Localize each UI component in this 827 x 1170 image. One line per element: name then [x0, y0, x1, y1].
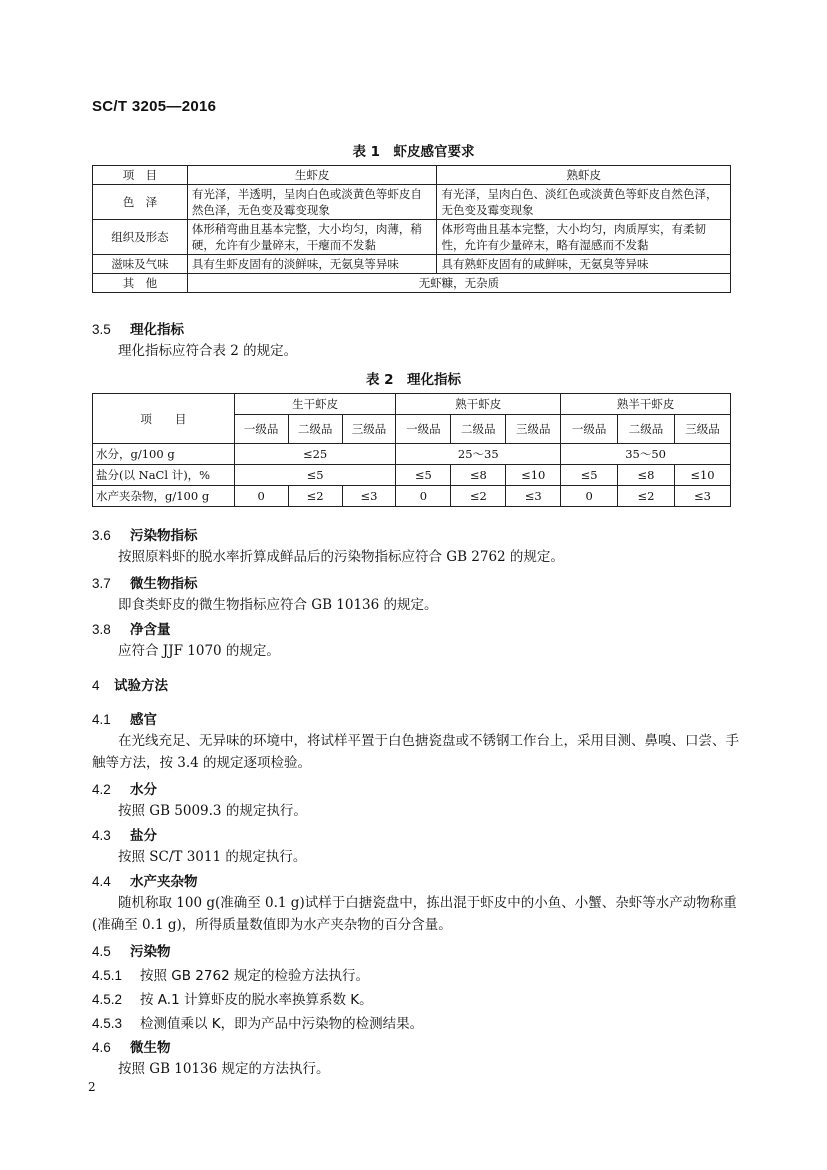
table2-cell: ≤3	[674, 486, 730, 507]
section-number: 4.3	[92, 828, 111, 843]
section-3-8-heading	[92, 618, 171, 638]
section-4-3-heading	[92, 824, 157, 844]
table1-caption: 表 1 虾皮感官要求	[352, 144, 475, 160]
table1-row-raw: 体形稍弯曲且基本完整，大小均匀，肉薄，稍硬，允许有少量碎末，干瘪而不发黏	[187, 220, 437, 255]
table-row	[93, 185, 731, 220]
section-3-8-text: 应符合 JJF 1070 的规定。	[118, 643, 280, 659]
section-number: 4.5.1	[92, 968, 123, 983]
section-title: 污染物指标	[130, 528, 198, 544]
section-3-7-text: 即食类虾皮的微生物指标应符合 GB 10136 的规定。	[118, 597, 438, 613]
table2-caption: 表 2 理化指标	[365, 372, 462, 388]
section-title: 感官	[130, 712, 157, 728]
section-4-6-heading	[92, 1036, 171, 1056]
section-3-6-heading	[92, 524, 198, 544]
section-number: 4.2	[92, 782, 111, 797]
table2-grade: 三级品	[342, 415, 396, 444]
section-4-5-2	[92, 988, 373, 1008]
table2-group-header-row	[93, 394, 731, 415]
table2-physicochemical-indicators	[92, 393, 731, 507]
section-title: 微生物指标	[130, 576, 198, 592]
table2-row-label: 水产夹杂物，g/100 g	[93, 486, 235, 507]
section-number: 4.1	[92, 712, 111, 727]
table2-cell: ≤2	[288, 486, 342, 507]
table1-row-item: 滋味及气味	[93, 255, 188, 274]
table2-cell: ≤5	[396, 465, 451, 486]
table2-cell: ≤10	[674, 465, 730, 486]
table2-cell: ≤2	[451, 486, 506, 507]
table-row	[93, 274, 731, 293]
table2-col-item: 项 目	[93, 394, 235, 444]
table2-grade: 三级品	[506, 415, 561, 444]
table-row	[93, 220, 731, 255]
table1-row-raw: 有光泽，半透明，呈肉白色或淡黄色等虾皮自然色泽，无色变及霉变现象	[187, 185, 437, 220]
section-4-5-1	[92, 964, 369, 984]
section-3-5-heading	[92, 318, 184, 338]
section-3-7-heading	[92, 572, 198, 592]
table1-row-cooked: 具有熟虾皮固有的咸鲜味，无氨臭等异味	[437, 255, 731, 274]
section-4-2-text: 按照 GB 5009.3 的规定执行。	[118, 803, 307, 819]
section-title: 净含量	[130, 622, 171, 638]
section-4-5-3	[92, 1012, 423, 1032]
table1-row-item: 色 泽	[93, 185, 188, 220]
table2-cell: ≤8	[618, 465, 675, 486]
section-4-4-text: 随机称取 100 g(准确至 0.1 g)试样于白搪瓷盘中，拣出混于虾皮中的小鱼、小蟹、杂虾等水产动物称重(准确至 0.1 g)，所得质量数值即为水产夹杂物的百分含量。	[92, 895, 737, 933]
table2-grade: 一级品	[234, 415, 288, 444]
table-row	[93, 444, 731, 465]
standard-code-header: SC/T 3205—2016	[92, 98, 217, 115]
section-4-2-heading	[92, 778, 157, 798]
table1-sensory-requirements	[92, 165, 731, 293]
table2-cell: ≤3	[506, 486, 561, 507]
table2-cell: ≤5	[234, 465, 396, 486]
section-title: 水产夹杂物	[130, 874, 198, 890]
table1-col-cooked: 熟虾皮	[437, 166, 731, 185]
section-3-6-text: 按照原料虾的脱水率折算成鲜品后的污染物指标应符合 GB 2762 的规定。	[118, 549, 564, 565]
section-title: 水分	[130, 782, 157, 798]
table-row	[93, 465, 731, 486]
table1-other-label: 其 他	[93, 274, 188, 293]
section-4-1-heading	[92, 708, 157, 728]
table2-cell: 0	[234, 486, 288, 507]
section-4-5-heading	[92, 940, 171, 960]
table2-grade: 一级品	[396, 415, 451, 444]
table2-row-label: 盐分(以 NaCl 计)，%	[93, 465, 235, 486]
section-4-1-text: 在光线充足、无异味的环境中，将试样平置于白色搪瓷盘或不锈钢工作台上，采用目测、鼻嗅、口尝、手触等方法，按 3.4 的规定逐项检验。	[92, 733, 739, 771]
table1-row-raw: 具有生虾皮固有的淡鲜味，无氨臭等异味	[187, 255, 437, 274]
section-title: 盐分	[130, 828, 157, 844]
table2-grade: 二级品	[618, 415, 675, 444]
section-number: 3.7	[92, 576, 111, 591]
section-title: 污染物	[130, 944, 171, 960]
table1-col-item: 项 目	[93, 166, 188, 185]
section-text: 按照 GB 2762 规定的检验方法执行。	[140, 968, 369, 984]
section-number: 3.6	[92, 528, 111, 543]
section-title: 微生物	[130, 1040, 171, 1056]
table2-cell: ≤3	[342, 486, 396, 507]
section-3-5-text: 理化指标应符合表 2 的规定。	[118, 343, 298, 359]
section-number: 4.6	[92, 1040, 111, 1055]
table2-cell: 35～50	[561, 444, 731, 465]
table2-cell: ≤2	[618, 486, 675, 507]
section-title: 理化指标	[130, 322, 184, 338]
section-text: 检测值乘以 K，即为产品中污染物的检测结果。	[140, 1016, 424, 1032]
section-title: 试验方法	[114, 678, 168, 694]
section-number: 4.5.3	[92, 1016, 123, 1031]
section-number: 4	[92, 678, 100, 693]
table1-row-item: 组织及形态	[93, 220, 188, 255]
table1-col-raw: 生虾皮	[187, 166, 437, 185]
table1-row-cooked: 体形弯曲且基本完整，大小均匀，肉质厚实，有柔韧性，允许有少量碎末，略有湿感而不发黏	[437, 220, 731, 255]
table2-cell: ≤5	[561, 465, 618, 486]
section-text: 按 A.1 计算虾皮的脱水率换算系数 K。	[140, 992, 373, 1008]
table1-other-value: 无虾糠，无杂质	[187, 274, 730, 293]
table2-grade: 一级品	[561, 415, 618, 444]
table2-cell: 0	[561, 486, 618, 507]
table2-cell: ≤8	[451, 465, 506, 486]
table2-group: 生干虾皮	[234, 394, 396, 415]
table1-row-cooked: 有光泽，呈肉白色、淡红色或淡黄色等虾皮自然色泽，无色变及霉变现象	[437, 185, 731, 220]
table2-grade: 二级品	[288, 415, 342, 444]
table2-group: 熟半干虾皮	[561, 394, 731, 415]
table2-cell: ≤25	[234, 444, 396, 465]
section-4-3-text: 按照 SC/T 3011 的规定执行。	[118, 849, 307, 865]
table2-cell: 0	[396, 486, 451, 507]
section-number: 4.5	[92, 944, 111, 959]
page-number: 2	[88, 1080, 96, 1094]
table2-cell: ≤10	[506, 465, 561, 486]
table2-group: 熟干虾皮	[396, 394, 561, 415]
table2-row-label: 水分，g/100 g	[93, 444, 235, 465]
table1-header-row	[93, 166, 731, 185]
table2-grade: 三级品	[674, 415, 730, 444]
section-number: 4.5.2	[92, 992, 123, 1007]
table-row	[93, 486, 731, 507]
table2-grade: 二级品	[451, 415, 506, 444]
section-number: 4.4	[92, 874, 111, 889]
section-number: 3.8	[92, 622, 111, 637]
section-4-4-heading	[92, 870, 198, 890]
table2-cell: 25～35	[396, 444, 561, 465]
section-4-6-text: 按照 GB 10136 规定的方法执行。	[118, 1061, 330, 1077]
table-row	[93, 255, 731, 274]
section-4-heading	[92, 674, 168, 694]
section-number: 3.5	[92, 322, 111, 337]
